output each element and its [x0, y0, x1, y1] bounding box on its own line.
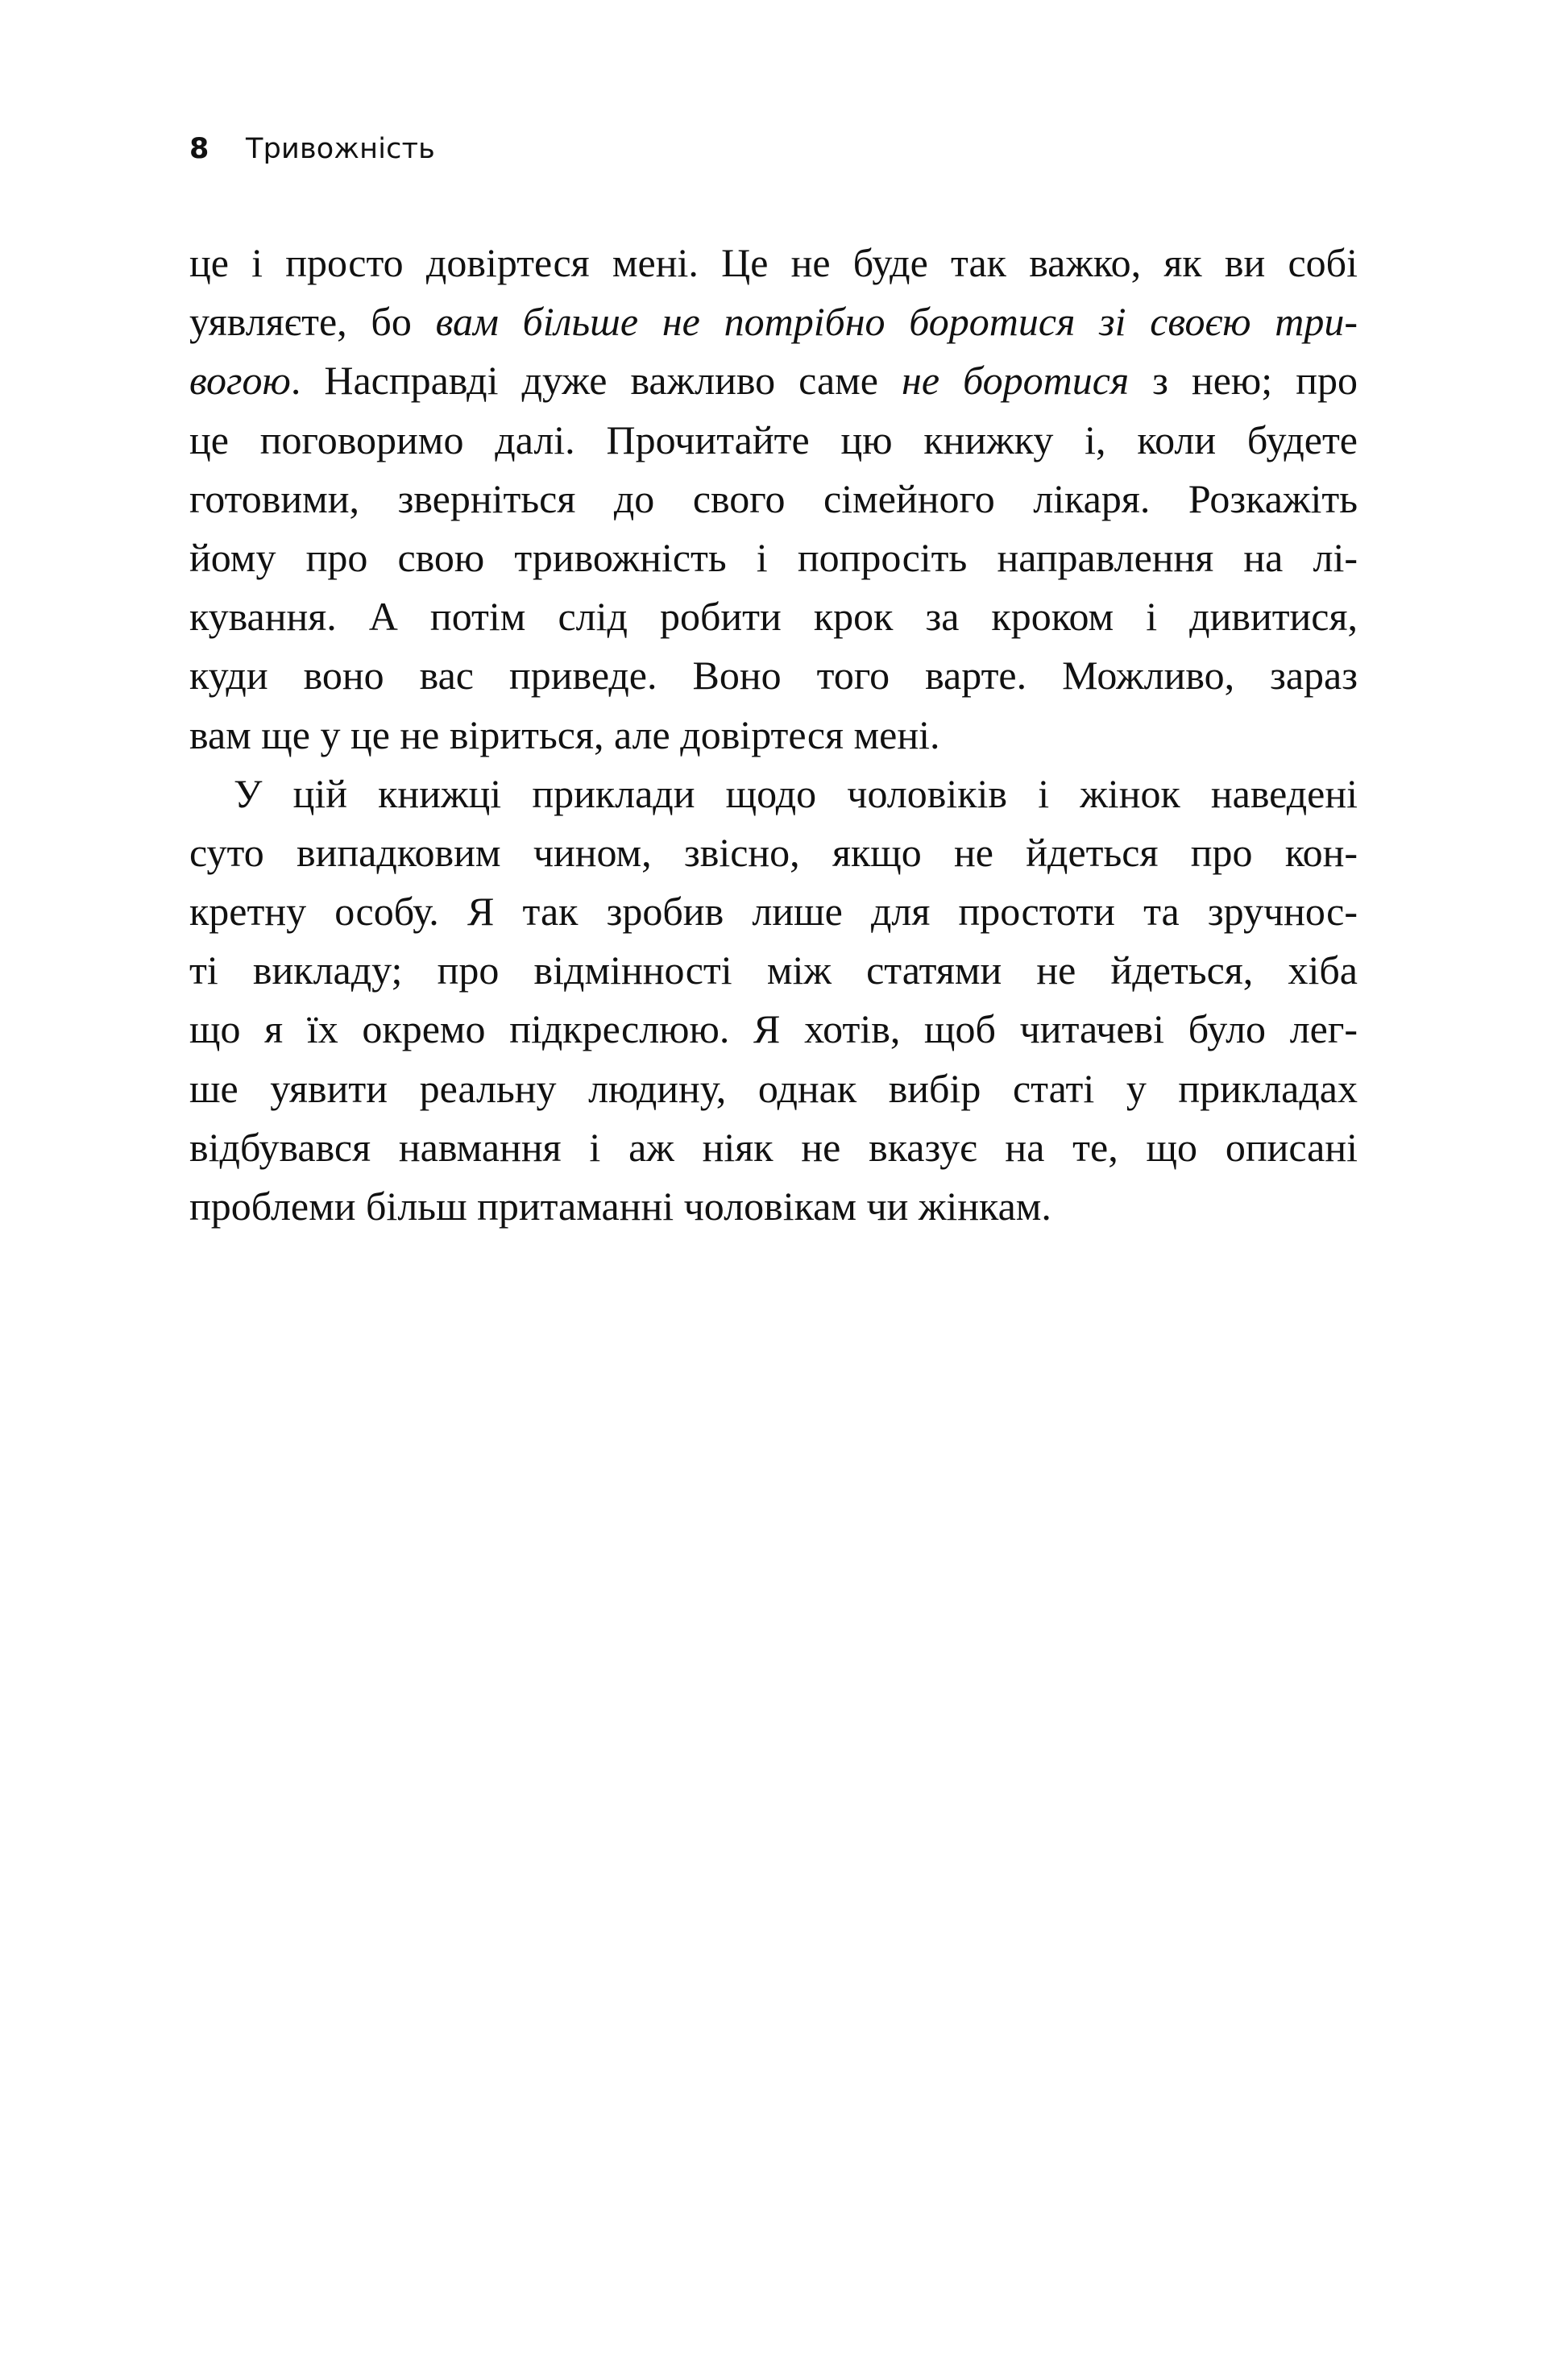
italic-emphasis: вам більше не потрібно боротися зі своєю три-: [435, 299, 1358, 345]
text-line: [189, 529, 1358, 587]
text-run: ше уявити реальну людину, однак вибір статі у прикладах: [189, 1065, 1358, 1111]
text-line: [189, 765, 1358, 823]
page-number: 8: [189, 133, 209, 165]
text-line: [189, 941, 1358, 1000]
text-line: [189, 411, 1358, 470]
text-line: [189, 706, 1358, 765]
text-run: кретну особу. Я так зробив лише для простоти та зручнос-: [189, 889, 1358, 935]
italic-emphasis: не боротися: [902, 358, 1130, 404]
text-line: [189, 470, 1358, 529]
text-line: [189, 1059, 1358, 1118]
text-line: [189, 587, 1358, 646]
text-run: готовими, зверніться до свого сімейного лікаря. Розкажіть: [189, 475, 1358, 521]
text-line: [189, 351, 1358, 410]
text-line: [189, 1118, 1358, 1177]
text-run: кування. А потім слід робити крок за кроком і дивитися,: [189, 594, 1358, 640]
text-run: . Насправді дуже важливо саме: [290, 358, 902, 404]
text-line: [189, 1000, 1358, 1059]
text-run: ті викладу; про відмінності між статями не йдеться, хіба: [189, 947, 1358, 993]
text-run: суто випадковим чином, звісно, якщо не йдеться про кон-: [189, 829, 1358, 875]
text-run: У цій книжці приклади щодо чоловіків і жінок наведені: [234, 770, 1358, 816]
text-line: [189, 823, 1358, 882]
text-line: [189, 882, 1358, 941]
text-run: це поговоримо далі. Прочитайте цю книжку і, коли будете: [189, 417, 1358, 462]
text-run: відбувався навмання і аж ніяк не вказує на те, що описані: [189, 1124, 1358, 1170]
text-line: [189, 646, 1358, 705]
paragraph: [189, 234, 1358, 765]
text-run: це і просто довіртеся мені. Це не буде так важко, як ви собі: [189, 240, 1358, 285]
text-line: [189, 292, 1358, 351]
italic-emphasis: вогою: [189, 358, 291, 404]
text-line: [189, 234, 1358, 292]
text-run: проблеми більш притаманні чоловікам чи жінкам.: [189, 1184, 1051, 1229]
running-head: [189, 129, 435, 169]
text-run: йому про свою тривожність і попросіть направлення на лі-: [189, 534, 1358, 580]
text-run: куди воно вас приведе. Воно того варте. Можливо, зараз: [189, 653, 1358, 699]
paragraph: [189, 765, 1358, 1237]
text-run: з нею; про: [1129, 358, 1358, 404]
text-run: вам ще у це не віриться, але довіртеся мені.: [189, 711, 940, 757]
text-line: [189, 1177, 1358, 1236]
text-run: що я їх окремо підкреслюю. Я хотів, щоб читачеві було лег-: [189, 1006, 1358, 1052]
chapter-title: Тривожність: [246, 133, 435, 165]
text-run: уявляєте, бо: [189, 299, 436, 345]
body-text: [189, 234, 1358, 1236]
